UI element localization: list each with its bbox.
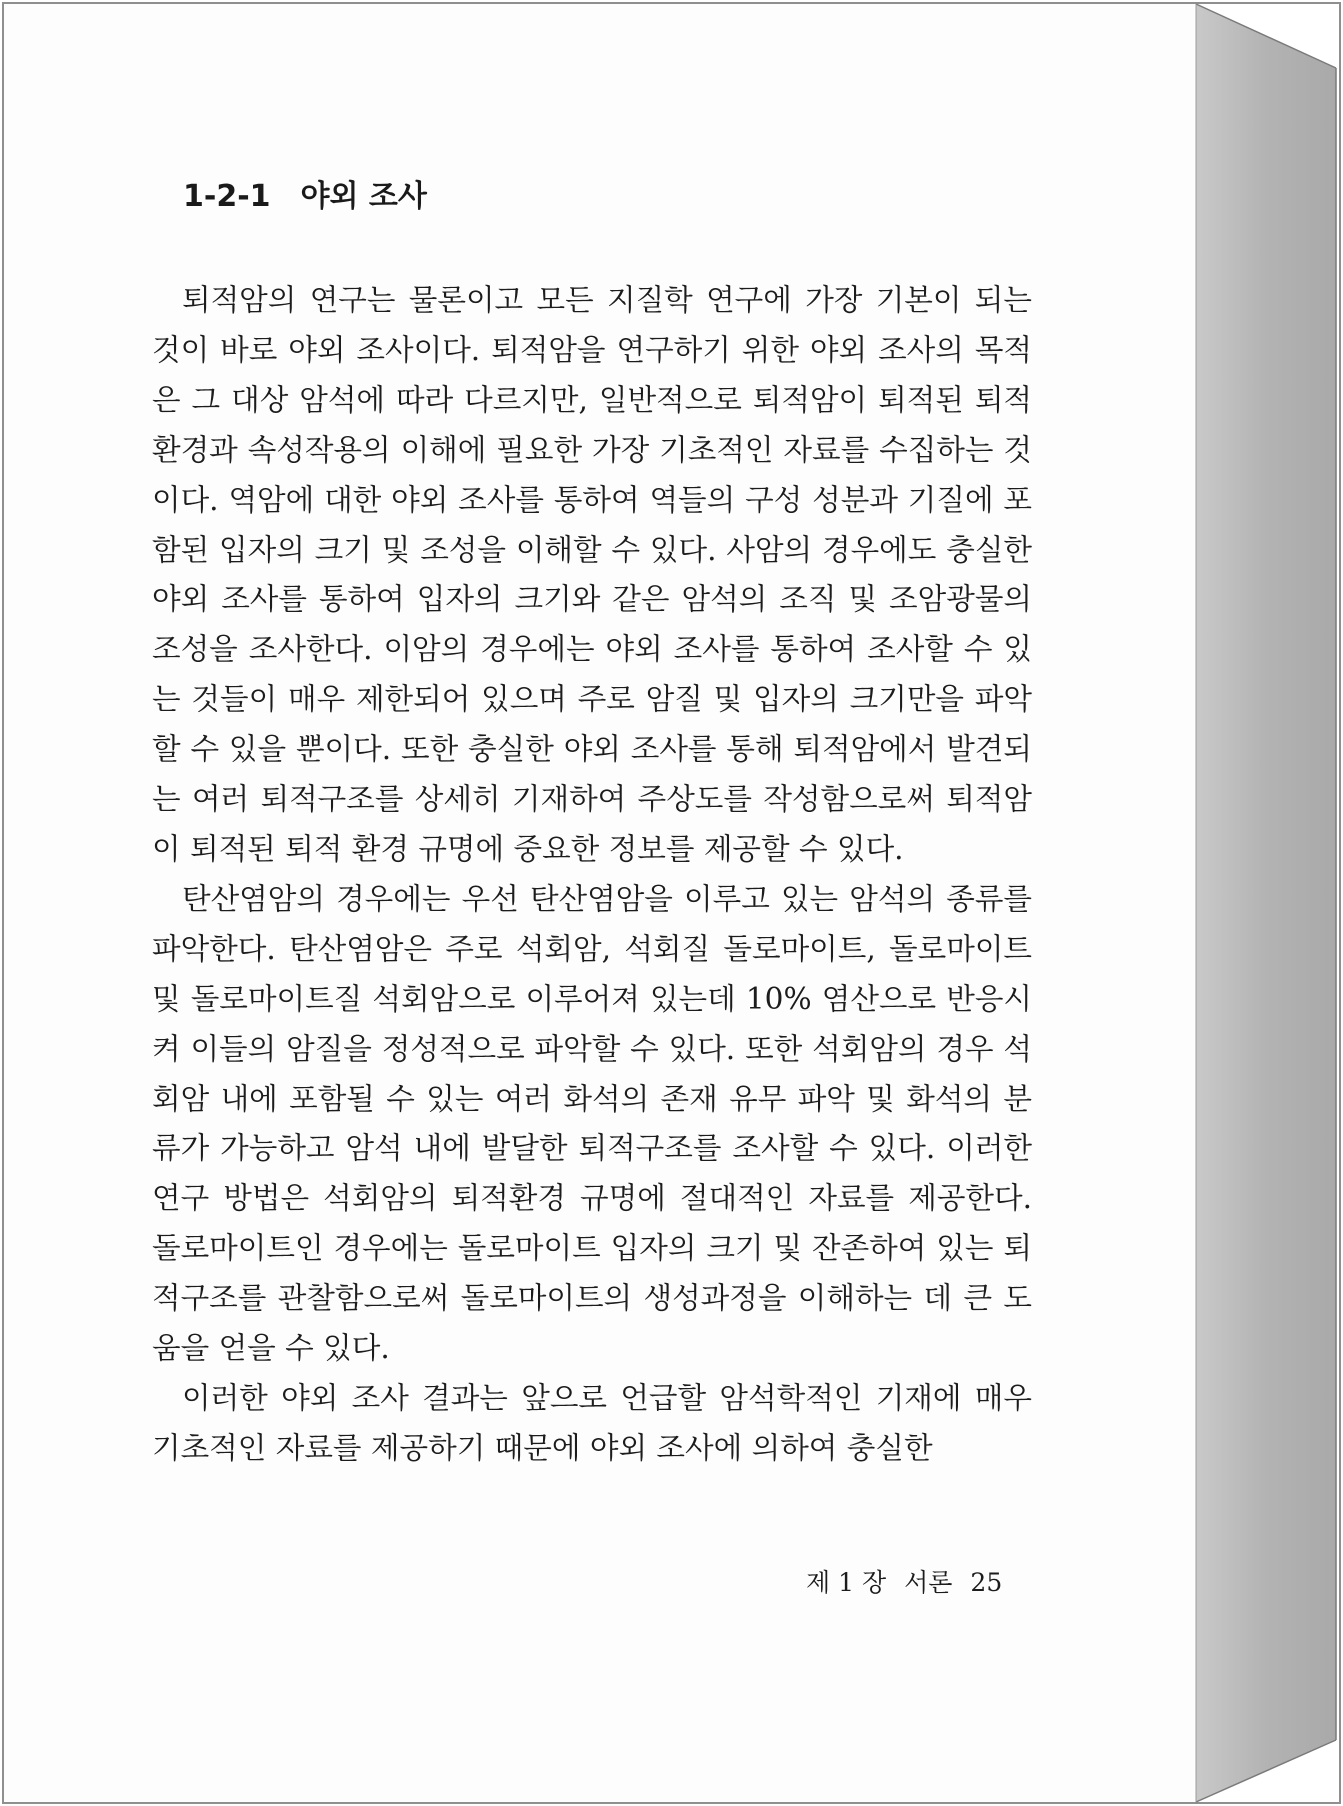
- paragraph-1: 퇴적암의 연구는 물론이고 모든 지질학 연구에 가장 기본이 되는 것이 바로 야외 조사이다. 퇴적암을 연구하기 위한 야외 조사의 목적은 그 대상 암석에 따라 다르지만, 일반적으로 퇴적암이 퇴적된 퇴적환경과 속성작용의 이해에 필요한 가장 기초적인 자료를 수집하는 것이다. 역암에 대한 야외 조사를 통하여 역들의 구성 성분과 기질에 포함된 입자의 크기 및 조성을 이해할 수 있다. 사암의 경우에도 충실한 야외 조사를 통하여 입자의 크기와 같은 암석의 조직 및 조암광물의 조성을 조사한다. 이암의 경우에는 야외 조사를 통하여 조사할 수 있는 것들이 매우 제한되어 있으며 주로 암질 및 입자의 크기만을 파악할 수 있을 뿐이다. 또한 충실한 야외 조사를 통해 퇴적암에서 발견되는 여러 퇴적구조를 상세히 기재하여 주상도를 작성함으로써 퇴적암이 퇴적된 퇴적 환경 규명에 중요한 정보를 제공할 수 있다.: [152, 283, 1032, 866]
- body-text: [152, 276, 1032, 1474]
- page-footer: [806, 1565, 1002, 1601]
- chapter-title: 서론: [904, 1568, 953, 1597]
- paragraph-2: 탄산염암의 경우에는 우선 탄산염암을 이루고 있는 암석의 종류를 파악한다. 탄산염암은 주로 석회암, 석회질 돌로마이트, 돌로마이트 및 돌로마이트질 석회암으로 이루어져 있는데 10% 염산으로 반응시켜 이들의 암질을 정성적으로 파악할 수 있다. 또한 석회암의 경우 석회암 내에 포함될 수 있는 여러 화석의 존재 유무 파악 및 화석의 분류가 가능하고 암석 내에 발달한 퇴적구조를 조사할 수 있다. 이러한 연구 방법은 석회암의 퇴적환경 규명에 절대적인 자료를 제공한다. 돌로마이트인 경우에는 돌로마이트 입자의 크기 및 잔존하여 있는 퇴적구조를 관찰함으로써 돌로마이트의 생성과정을 이해하는 데 큰 도움을 얻을 수 있다.: [152, 881, 1032, 1366]
- section-title: 야외 조사: [300, 179, 427, 214]
- paragraph-3: 이러한 야외 조사 결과는 앞으로 언급할 암석학적인 기재에 매우 기초적인 자료를 제공하기 때문에 야외 조사에 의하여 충실한: [152, 1380, 1032, 1465]
- page-number: 25: [970, 1568, 1003, 1597]
- chapter-label: 제 1 장: [806, 1568, 887, 1597]
- section-heading: [183, 175, 427, 219]
- section-number: 1-2-1: [183, 179, 271, 214]
